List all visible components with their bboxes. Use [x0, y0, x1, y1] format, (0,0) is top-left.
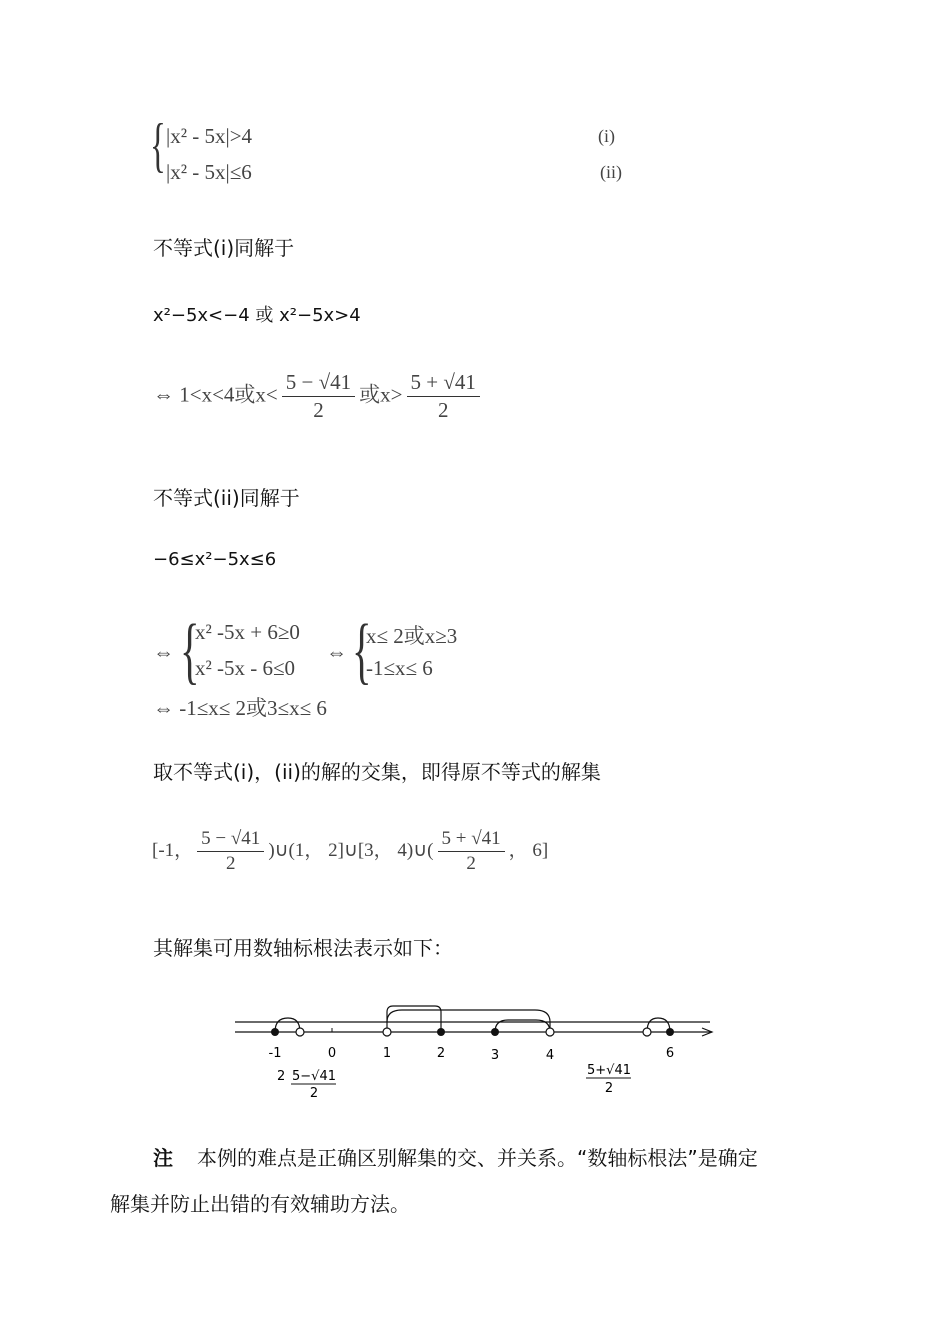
system-a-line-2: x² -5x - 6≤0 [195, 656, 296, 680]
left-brace: { [150, 112, 166, 178]
set-part-c: ， 6] [508, 839, 549, 861]
fraction-5-plus-sqrt41 [407, 370, 480, 423]
note-line-1: 本例的难点是正确区别解集的交、并关系。“数轴标根法”是确定 [197, 1146, 758, 1170]
inequality-i: |x² - 5x|>4 [166, 124, 253, 148]
paragraph-7: 取不等式(i)，(ii)的解的交集，即得原不等式的解集 [153, 760, 601, 784]
left-root-numerator: 5−√41 [292, 1069, 336, 1084]
point-2 [437, 1028, 445, 1036]
fraction-numerator: 5 − √41 [197, 828, 264, 852]
fraction-numerator: 5 + √41 [407, 370, 480, 397]
left-brace-2: { [180, 610, 200, 692]
fraction-numerator: 5 − √41 [282, 370, 355, 397]
fraction-numerator: 5 + √41 [438, 828, 505, 852]
label-0: 0 [327, 1046, 337, 1061]
right-root-denominator: 2 [604, 1081, 614, 1096]
point-minus-1 [271, 1028, 279, 1036]
system-a-line-1: x² -5x + 6≥0 [195, 620, 300, 644]
set-part-a: [-1， [152, 839, 194, 861]
set-part-b: )∪(1， 2]∪[3， 4)∪( [268, 839, 434, 861]
label-1: 1 [382, 1046, 392, 1061]
system-b-line-2: -1≤x≤ 6 [366, 656, 433, 680]
system-b-line-1: x≤ 2或x≥3 [366, 624, 458, 648]
equivalence-line-2: ⇔ -1≤x≤ 2或3≤x≤ 6 [153, 696, 327, 720]
arrow-2: ⇔ [326, 640, 347, 664]
label-4: 4 [545, 1048, 555, 1063]
right-root-numerator: 5+√41 [587, 1063, 631, 1078]
label-minus-1: -1 [268, 1046, 282, 1061]
paragraph-1: 不等式(i)同解于 [153, 236, 295, 260]
fraction-denominator: 2 [466, 853, 476, 874]
point-4 [546, 1028, 554, 1036]
set-fraction-1 [197, 828, 264, 875]
paragraph-8: 其解集可用数轴标根法表示如下： [153, 936, 453, 960]
fraction-denominator: 2 [225, 853, 236, 874]
paragraph-2: x²−5x<−4 或 x²−5x>4 [153, 305, 361, 326]
left-brace-3: { [352, 610, 372, 692]
note-line-2-block: 解集并防止出错的有效辅助方法。 [110, 1192, 410, 1216]
point-right-root [643, 1028, 651, 1036]
point-1 [383, 1028, 391, 1036]
inequality-ii: |x² - 5x|≤6 [166, 160, 252, 184]
label-ii: (ii) [600, 162, 622, 182]
left-root-denominator: 2 [309, 1086, 319, 1101]
label-3: 3 [490, 1048, 500, 1063]
paragraph-4: 不等式(ii)同解于 [153, 486, 300, 510]
paragraph-5: −6≤x²−5x≤6 [153, 549, 277, 570]
fraction-denominator: 2 [313, 398, 324, 422]
note-label: 注 [153, 1146, 173, 1170]
equiv1-prefix: ⇔ 1<x<4或x< [153, 382, 278, 407]
left-root-prefix: 2 [277, 1069, 286, 1084]
solution-set [152, 828, 548, 875]
point-left-root [296, 1028, 304, 1036]
arrow-1: ⇔ [153, 640, 174, 664]
fraction-denominator: 2 [437, 398, 449, 422]
point-6 [666, 1028, 674, 1036]
fraction-5-minus-sqrt41 [282, 370, 355, 423]
label-6: 6 [665, 1046, 675, 1061]
equiv1-mid: 或x> [359, 382, 403, 407]
note-paragraph [153, 1142, 758, 1171]
point-3 [491, 1028, 499, 1036]
label-2: 2 [436, 1046, 446, 1061]
label-i: (i) [598, 126, 615, 146]
arc-1-4 [387, 1010, 550, 1032]
equivalence-line-1 [153, 370, 484, 423]
number-line-diagram [230, 1000, 730, 1110]
set-fraction-2 [438, 828, 505, 875]
